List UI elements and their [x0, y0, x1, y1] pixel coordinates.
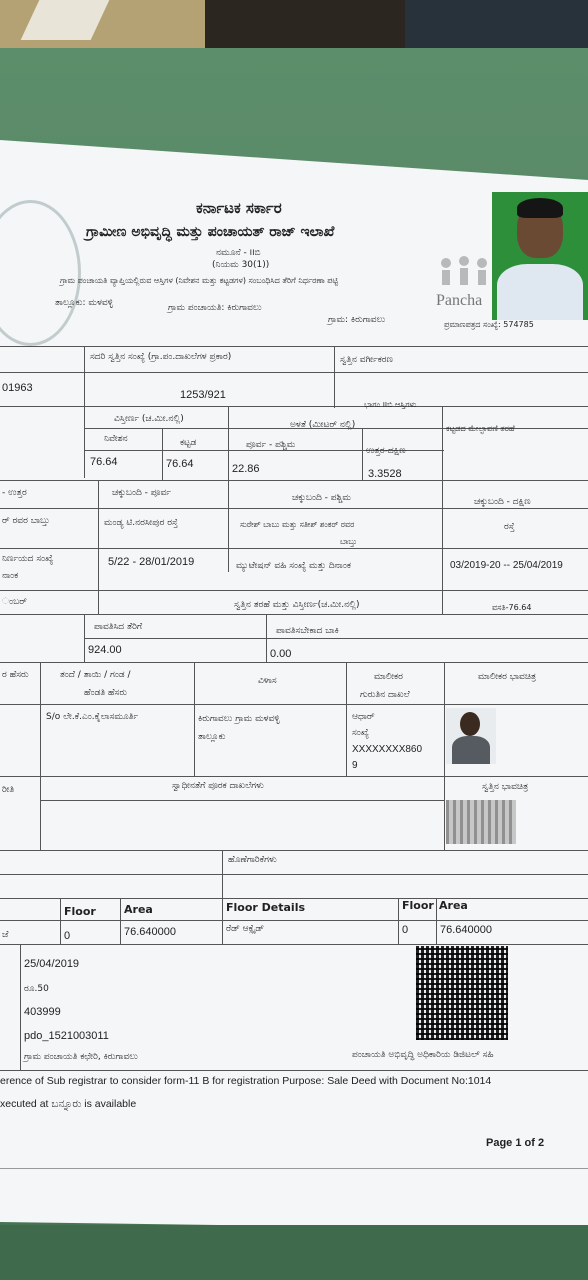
property-photo-label: ಸ್ವತ್ತಿನ ಭಾವಚಿತ್ರ — [482, 782, 529, 792]
rule-line — [398, 898, 399, 944]
east-west-label: ಪೂರ್ವ - ಪಶ್ಚಿಮ — [246, 440, 296, 450]
north-boundary: ರ್ ರವರ ಬಾಬ್ತು — [2, 516, 50, 526]
rule-line — [0, 704, 588, 705]
top-objects — [0, 0, 588, 48]
registrar-note-2: xecuted at ಬನ್ನೂರು is available — [0, 1098, 137, 1110]
id-number-label: ಸಂಖ್ಯೆ — [352, 728, 369, 738]
rule-line — [0, 406, 588, 407]
id-label-1: ಮಾಲೀಕರ — [374, 672, 403, 682]
property-type-value: ವಸತಿ-76.64 — [492, 603, 532, 612]
west-boundary-label: ಚಕ್ಕುಬಂದಿ - ಪಶ್ಚಿಮ — [292, 493, 351, 503]
resolution-date-label: ನಾಂಕ — [2, 571, 19, 581]
rule-line — [444, 662, 445, 850]
liabilities-label: ಹೊಣೆಗಾರಿಕೆಗಳು — [228, 855, 277, 865]
rule-line — [0, 874, 588, 875]
rule-line — [0, 850, 588, 851]
building-area: 76.64 — [166, 458, 194, 470]
floor-details-header: Floor Details — [226, 901, 306, 914]
receipt-number: 403999 — [24, 1006, 61, 1018]
rule-line — [0, 480, 588, 481]
owner-photo-small — [446, 708, 496, 764]
rule-line — [228, 406, 229, 572]
north-south-label: ಉತ್ತರ-ದಕ್ಷಿಣ — [366, 446, 406, 456]
gram-panchayat: ಗ್ರಾಮ ಪಂಚಾಯತಿ: ಕಿರುಗಾವಲು — [168, 303, 262, 313]
north-south-value: 3.3528 — [368, 468, 402, 480]
owner-name-label: ರ ಹೆಸರು — [2, 670, 29, 680]
tax-due: 0.00 — [270, 648, 292, 660]
property-number-label: ಸದರಿ ಸ್ವತ್ತಿನ ಸಂಖ್ಯೆ (ಗ್ರಾ.ಪಂ.ದಾಖಲೆಗಳ ಪ್ರಕಾರ) — [90, 352, 232, 362]
floor-header-2: Floor — [402, 899, 434, 912]
certificate-number: ಪ್ರಮಾಣಪತ್ರದ ಸಂಖ್ಯೆ: 574785 — [444, 320, 534, 329]
id-label-2: ಗುರುತಿನ ದಾಖಲೆ — [360, 690, 410, 700]
rule-line — [0, 548, 588, 549]
property-number: 1253/921 — [180, 389, 226, 401]
liability-row-label: ಜೆ — [2, 930, 9, 940]
panchayat-logo-icon — [438, 255, 490, 285]
address-line-1: ಕಿರುಗಾವಲು ಗ್ರಾಮ ಮಳವಳ್ಳಿ — [198, 714, 280, 724]
rule-line — [0, 1070, 588, 1071]
south-boundary: ರಸ್ತೆ — [504, 522, 515, 532]
rule-line — [194, 662, 195, 776]
fee: ರೂ.50 — [24, 984, 49, 994]
area-header-2: Area — [439, 899, 468, 912]
rule-line — [0, 1168, 588, 1169]
rule-line — [436, 898, 437, 944]
east-boundary: ಮಂಡ್ಯ ಟಿ.ನರಸೀಪುರ ರಸ್ತೆ — [104, 518, 178, 528]
id-number-tail: 9 — [352, 760, 358, 771]
rule-line — [40, 800, 444, 801]
rule-line — [0, 776, 588, 777]
logo-text: Pancha — [436, 292, 483, 309]
rule-line — [0, 590, 588, 591]
east-boundary-label: ಚಕ್ಕುಬಂದಿ - ಪೂರ್ವ — [112, 488, 171, 498]
classification-label: ಸ್ವತ್ತಿನ ವರ್ಗೀಕರಣ — [340, 355, 393, 365]
digital-signature: ಪಂಚಾಯತಿ ಅಭಿವೃದ್ಧಿ ಅಧಿಕಾರಿಯ ಡಿಜಿಟಲ್ ಸಹಿ — [352, 1050, 494, 1060]
dept-title: ಗ್ರಾಮೀಣ ಅಭಿವೃದ್ಧಿ ಮತ್ತು ಪಂಚಾಯತ್ ರಾಜ್ ಇಲಾಖೆ — [86, 224, 335, 240]
area-label: ವಿಸ್ತೀರ್ಣ (ಚ.ಮೀ.ನಲ್ಲಿ) — [114, 414, 184, 424]
owner-photo-label: ಮಾಲೀಕರ ಭಾವಚಿತ್ರ — [478, 672, 537, 682]
rule-line — [362, 428, 363, 480]
area-value: 76.640000 — [124, 926, 176, 938]
gov-title: ಕರ್ನಾಟಕ ಸರ್ಕಾರ — [196, 199, 282, 217]
roof-type-label: ಕಟ್ಟಡದ ಮೇಲ್ಛಾವಣಿ ತರಹೆ — [446, 424, 515, 433]
documents-label: ಸ್ವಾಧೀನತೆಗೆ ಪೂರಕ ದಾಖಲೆಗಳು — [172, 781, 264, 791]
rule-line — [0, 944, 588, 945]
rule-line — [162, 428, 163, 480]
dimension-label: ಅಳತೆ (ಮೀಟರ್ ನಲ್ಲಿ) — [290, 420, 356, 430]
address-line-2: ತಾಲ್ಲೂಕು — [198, 732, 226, 742]
floor-value: 0 — [64, 930, 71, 942]
rule-line — [0, 920, 588, 921]
address-label: ವಿಳಾಸ — [258, 676, 277, 686]
resolution-value: 5/22 - 28/01/2019 — [108, 556, 195, 568]
way-label: ರೀತಿ — [2, 785, 15, 795]
east-west-value: 22.86 — [232, 463, 260, 475]
relation-label-1: ತಂದೆ / ತಾಯಿ / ಗಂಡ / — [60, 670, 131, 680]
rule-line — [0, 614, 588, 615]
rule-line — [98, 480, 99, 614]
property-photo — [446, 800, 516, 844]
desk-lower — [0, 1225, 588, 1280]
property-type-label: ಸ್ವತ್ತಿನ ತರಹೆ ಮತ್ತು ವಿಸ್ತೀರ್ಣ(ಚ.ಮೀ.ನಲ್ಲಿ) — [234, 600, 360, 610]
rule-line — [266, 614, 267, 662]
site-label: ನಿವೇಶನ — [104, 434, 128, 444]
tax-paid: 924.00 — [88, 644, 122, 656]
id-type: ಆಧಾರ್ — [352, 712, 375, 722]
rule-line — [60, 898, 61, 944]
relation-value: S/o ಲೇ.ಕೆ.ಎಂ.ಕೈಲಾಸಮೂರ್ತಿ — [46, 712, 139, 722]
rule-number: (ನಿಯಮ 30(1)) — [212, 260, 270, 270]
tax-due-label: ಪಾವತಿಸಬೇಕಾದ ಬಾಕಿ — [276, 626, 339, 636]
rule-line — [0, 346, 588, 347]
registrar-note-1: erence of Sub registrar to consider form-11 B for registration Purpose: Sale Deed with Document No:1014 — [0, 1075, 492, 1087]
page-number: Page 1 of 2 — [486, 1137, 545, 1149]
office-name: ಗ್ರಾಮ ಪಂಚಾಯತಿ ಕಛೇರಿ, ಕಿರುಗಾವಲು — [24, 1052, 138, 1062]
north-boundary-label: - ಉತ್ತರ — [2, 488, 27, 498]
area-header: Area — [124, 903, 153, 916]
left-id: 01963 — [2, 382, 33, 394]
number-label: ಂಬರ್ — [2, 597, 27, 607]
dark-object — [405, 0, 588, 48]
rule-line — [84, 614, 85, 662]
rule-line — [0, 898, 588, 899]
classification-value: ಭಾಗಂ ౹౹ಬಿ ಆಸ್ತಿಗಳು — [364, 400, 417, 409]
id-number: XXXXXXXX860 — [352, 744, 423, 755]
rule-line — [0, 662, 588, 663]
rule-line — [84, 638, 588, 639]
village: ಗ್ರಾಮ: ಕಿರುಗಾವಲು — [328, 315, 386, 325]
rule-line — [0, 508, 588, 509]
resolution-label: ನಿರ್ಣಯದ ಸಂಖ್ಯೆ — [2, 554, 54, 564]
tax-paid-label: ಪಾವತಿಸಿದ ತೆರಿಗೆ — [94, 622, 143, 632]
west-boundary-line1: ಸುರೇಶ್ ಬಾಬು ಮತ್ತು ಸತೀಶ್ ಶಂಕರ್ ರವರ — [240, 520, 355, 529]
rule-line — [40, 662, 41, 850]
qr-code-icon — [416, 946, 508, 1040]
mutation-value: 03/2019-20 -- 25/04/2019 — [450, 560, 563, 571]
rule-line — [120, 898, 121, 944]
floor-header: Floor — [64, 905, 96, 918]
rule-line — [20, 944, 21, 1070]
south-boundary-label: ಚಕ್ಕುಬಂದಿ - ದಕ್ಷಿಣ — [474, 497, 531, 507]
rule-line — [442, 406, 443, 614]
rule-line — [222, 850, 223, 944]
owner-photo — [492, 192, 588, 320]
floor-value-2: 0 — [402, 924, 409, 936]
rule-line — [334, 346, 335, 408]
rule-line — [346, 662, 347, 776]
rule-line — [0, 372, 588, 373]
relation-label-2: ಹೆಂಡತಿ ಹೆಸರು — [84, 688, 127, 698]
rule-line — [84, 346, 85, 478]
taluk: ತಾಲ್ಲೂಕು: ಮಳವಳ್ಳಿ — [55, 298, 114, 308]
floor-detail-value: ರೆಡ್ ಆಕ್ಸೈಡ್ — [226, 924, 265, 934]
west-boundary-line2: ಬಾಬ್ತು — [340, 537, 357, 546]
mutation-label: ಮ್ಯುಟೇಷನ್ ವಹಿ ಸಂಖ್ಯೆ ಮತ್ತು ದಿನಾಂಕ — [236, 561, 351, 571]
issue-date: 25/04/2019 — [24, 958, 80, 970]
area-value-2: 76.640000 — [440, 924, 492, 936]
building-label: ಕಟ್ಟಡ — [180, 438, 197, 448]
site-area: 76.64 — [90, 456, 118, 468]
pdo-id: pdo_1521003011 — [24, 1030, 109, 1042]
form-subtitle: ಗ್ರಾಮ ಪಂಚಾಯತಿ ವ್ಯಾಪ್ತಿಯಲ್ಲಿರುವ ಆಸ್ತಿಗಳ (ನಿವೇಶನ ಮತ್ತು ಕಟ್ಟಡಗಳ) ಸಂಬಂಧಿಸಿದ ತೆರಿಗೆ ನಿರ್ಧರಣಾ ಪಟ್ಟಿ — [60, 276, 339, 285]
form-number: ನಮೂನೆ - ౹౹ಬಿ — [216, 248, 261, 258]
